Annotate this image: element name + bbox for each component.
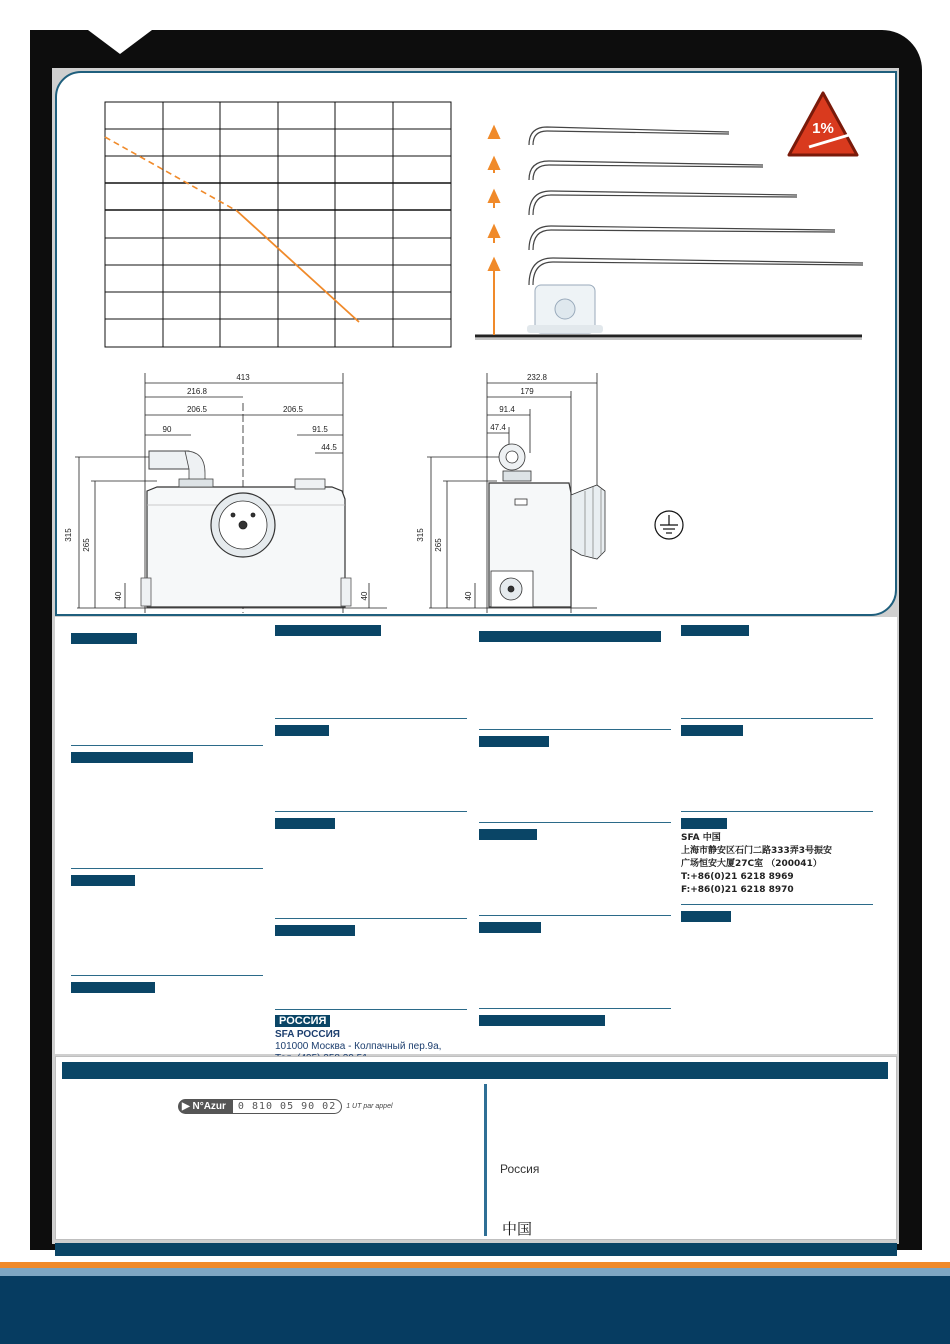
section-bar	[275, 925, 355, 936]
section-bar	[681, 725, 743, 736]
section-divider	[71, 975, 263, 976]
russia-tag: РОССИЯ	[275, 1015, 330, 1027]
section-bar	[71, 875, 135, 886]
section-divider	[479, 822, 671, 823]
section-bar	[479, 1015, 605, 1026]
section-bar	[275, 725, 329, 736]
section-divider	[681, 811, 873, 812]
section-divider	[479, 729, 671, 730]
footer-stripe-light	[0, 1268, 950, 1276]
dim-179: 179	[520, 387, 534, 396]
dim-40-front-right: 40	[360, 591, 369, 601]
front-view	[75, 373, 387, 613]
frame-notch	[80, 24, 160, 54]
section-bar	[479, 922, 541, 933]
dim-90: 90	[162, 425, 172, 434]
dim-44-5: 44.5	[321, 443, 337, 452]
section-divider	[71, 745, 263, 746]
section-divider	[275, 918, 467, 919]
dim-47-4: 47.4	[490, 423, 506, 432]
installation-diagram	[475, 127, 863, 339]
dim-91-5: 91.5	[312, 425, 328, 434]
dim-206-5-left: 206.5	[186, 405, 208, 414]
dim-315-front: 315	[64, 528, 73, 542]
side-view	[427, 373, 605, 613]
contact-divider	[484, 1084, 487, 1236]
russia-address: 101000 Москва - Колпачный пер.9а,	[275, 1041, 442, 1052]
column-1	[71, 617, 263, 1083]
dim-40-side: 40	[464, 591, 473, 601]
section-bar	[71, 982, 155, 993]
dim-40-front-left: 40	[114, 591, 123, 601]
section-bar	[71, 633, 137, 644]
section-bar	[681, 818, 727, 829]
section-bar	[479, 829, 537, 840]
column-2	[275, 617, 467, 1077]
section-divider	[479, 1008, 671, 1009]
column-3	[479, 617, 671, 1088]
section-bar	[479, 631, 661, 642]
technical-drawings	[57, 73, 897, 616]
china-tel: T:+86(0)21 6218 8969	[681, 872, 794, 882]
ground-symbol-icon	[655, 511, 683, 539]
column-4	[681, 617, 873, 951]
section-divider	[681, 718, 873, 719]
section-divider	[681, 904, 873, 905]
contact-panel	[55, 1056, 897, 1240]
dim-265-front: 265	[82, 538, 91, 552]
footer	[0, 1276, 950, 1344]
performance-curve	[105, 137, 359, 322]
diagram-panel	[55, 71, 897, 616]
section-divider	[71, 868, 263, 869]
section-bar	[479, 736, 549, 747]
section-divider	[275, 718, 467, 719]
label-china: 中国	[502, 1220, 533, 1238]
text-columns	[55, 617, 897, 1054]
contact-china	[681, 818, 873, 904]
russia-company: SFA РОССИЯ	[275, 1029, 340, 1040]
section-divider	[479, 915, 671, 916]
china-address-line1: 上海市静安区石门二路333弄3号振安	[681, 846, 833, 856]
hotline-note: 1 UT par appel	[346, 1102, 393, 1110]
dim-91-4: 91.4	[499, 405, 515, 414]
dim-232-8: 232.8	[526, 373, 548, 382]
label-russia: Россия	[500, 1162, 540, 1176]
hotline-badge	[178, 1098, 393, 1114]
performance-grid	[105, 102, 451, 347]
section-divider	[275, 811, 467, 812]
dim-413: 413	[236, 373, 250, 382]
section-bar	[71, 752, 193, 763]
section-bar	[681, 911, 731, 922]
azur-label: ▶ N°Azur	[178, 1099, 232, 1114]
section-bar	[681, 625, 749, 636]
section-bar	[275, 818, 335, 829]
dim-315-side: 315	[416, 528, 425, 542]
china-company: SFA 中国	[681, 833, 721, 843]
dim-216-8: 216.8	[186, 387, 208, 396]
contact-header-bar	[62, 1062, 888, 1079]
dim-265-side: 265	[434, 538, 443, 552]
slope-badge-label: 1%	[812, 120, 834, 137]
bottom-bar	[55, 1243, 897, 1256]
dim-206-5-right: 206.5	[282, 405, 304, 414]
china-fax: F:+86(0)21 6218 8970	[681, 885, 794, 895]
slope-badge	[789, 93, 857, 155]
section-bar	[275, 625, 381, 636]
china-address-line2: 广场恒安大厦27C室 （200041）	[681, 859, 822, 869]
hotline-number: 0 810 05 90 02	[232, 1099, 342, 1114]
